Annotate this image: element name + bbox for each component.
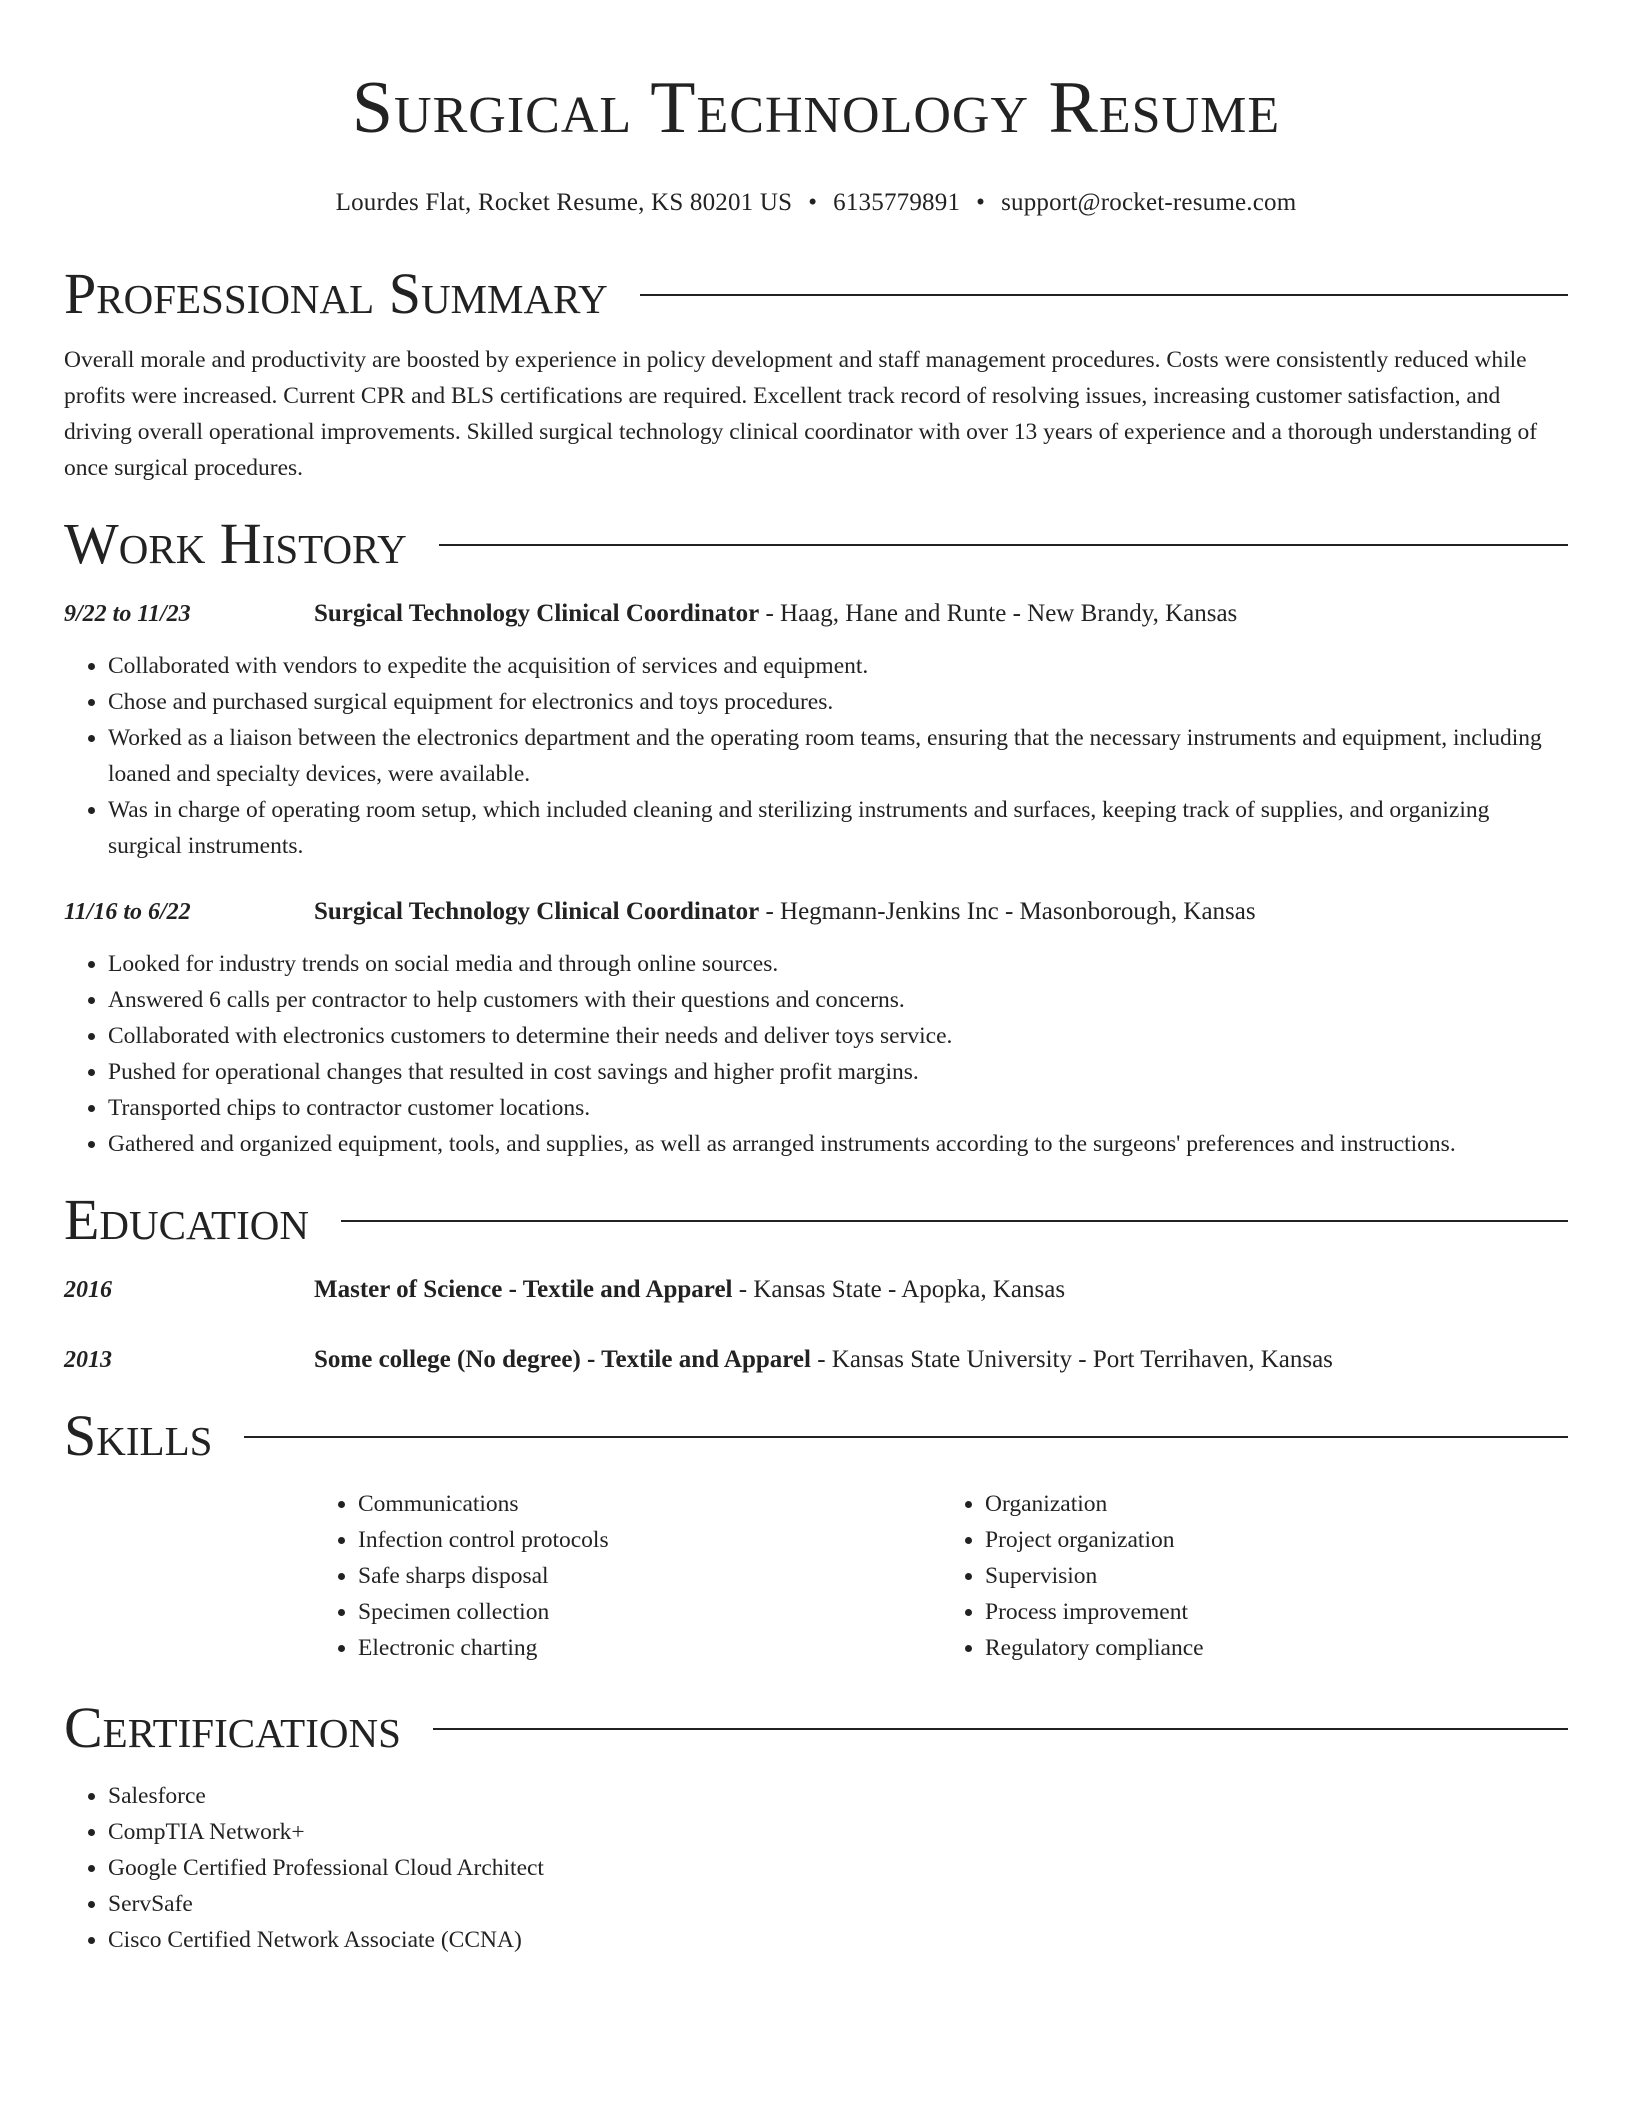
- certifications-heading: Certifications: [64, 1695, 401, 1760]
- job-heading: [314, 894, 1256, 930]
- education-heading-line: [314, 1272, 1065, 1308]
- list-item: • Collaborated with electronics customers to determine their needs and deliver toys service.: [108, 1018, 1568, 1054]
- education-entry: [64, 1272, 1568, 1308]
- education-heading-line: [314, 1342, 1333, 1378]
- skills-left-column: [314, 1486, 941, 1666]
- list-item: • Pushed for operational changes that resulted in cost savings and higher profit margins.: [108, 1054, 1568, 1090]
- job-entry: [64, 894, 1568, 1162]
- skills-heading: Skills: [64, 1403, 213, 1468]
- job-dates: 9/22 to 11/23: [64, 601, 191, 627]
- work-section-header: [64, 508, 1568, 580]
- job-title: Surgical Technology Clinical Coordinator: [314, 600, 760, 627]
- section-divider: [433, 1728, 1568, 1730]
- list-item: • Organization: [985, 1486, 1568, 1522]
- list-item: • Transported chips to contractor customer locations.: [108, 1090, 1568, 1126]
- job-heading: [314, 596, 1237, 632]
- section-divider: [341, 1220, 1568, 1222]
- job-dates: 11/16 to 6/22: [64, 899, 191, 925]
- list-item: • Was in charge of operating room setup, which included cleaning and sterilizing instruments and surfaces, keeping track of supplies, and organizing surgical instruments.: [108, 792, 1568, 864]
- section-divider: [244, 1436, 1568, 1438]
- skills-right-column: [941, 1486, 1568, 1666]
- list-item: • Supervision: [985, 1558, 1568, 1594]
- list-item: • Google Certified Professional Cloud Architect: [108, 1850, 1568, 1886]
- job-bullets: [64, 946, 1568, 1162]
- certifications-section-header: [64, 1692, 1568, 1764]
- list-item: • Answered 6 calls per contractor to help customers with their questions and concerns.: [108, 982, 1568, 1018]
- education-year: 2016: [64, 1277, 112, 1303]
- summary-heading: Professional Summary: [64, 261, 608, 326]
- section-divider: [439, 544, 1568, 546]
- list-item: • Gathered and organized equipment, tools, and supplies, as well as arranged instruments according to the surgeons' preferences and instructions.: [108, 1126, 1568, 1162]
- list-item: • Salesforce: [108, 1778, 1568, 1814]
- list-item: • Collaborated with vendors to expedite the acquisition of services and equipment.: [108, 648, 1568, 684]
- contact-address: Lourdes Flat, Rocket Resume, KS 80201 US: [335, 189, 793, 216]
- job-entry: [64, 596, 1568, 864]
- contact-phone: 6135779891: [833, 189, 961, 216]
- education-degree: Master of Science - Textile and Apparel: [314, 1276, 733, 1303]
- contact-email: support@rocket-resume.com: [1001, 189, 1297, 216]
- list-item: • ServSafe: [108, 1886, 1568, 1922]
- education-degree: Some college (No degree) - Textile and Apparel: [314, 1346, 811, 1373]
- education-section-header: [64, 1184, 1568, 1256]
- list-item: • Worked as a liaison between the electronics department and the operating room teams, ensuring that the necessary instruments and equipment, including loaned and specialty devices, were available.: [108, 720, 1568, 792]
- list-item: • Chose and purchased surgical equipment for electronics and toys procedures.: [108, 684, 1568, 720]
- list-item: • Regulatory compliance: [985, 1630, 1568, 1666]
- job-details: - Hegmann-Jenkins Inc - Masonborough, Kansas: [759, 898, 1256, 925]
- education-entry: [64, 1342, 1568, 1378]
- list-item: • Project organization: [985, 1522, 1568, 1558]
- list-item: • Specimen collection: [358, 1594, 941, 1630]
- list-item: • Electronic charting: [358, 1630, 941, 1666]
- contact-separator: •: [976, 189, 986, 216]
- education-details: - Kansas State - Apopka, Kansas: [732, 1276, 1066, 1303]
- contact-separator: •: [808, 189, 818, 216]
- list-item: • Process improvement: [985, 1594, 1568, 1630]
- certifications-list: [64, 1778, 1568, 1958]
- education-heading: Education: [64, 1187, 309, 1252]
- skills-section-header: [64, 1400, 1568, 1472]
- section-divider: [640, 294, 1568, 296]
- resume-title: Surgical Technology Resume: [351, 67, 1281, 149]
- job-details: - Haag, Hane and Runte - New Brandy, Kansas: [759, 600, 1238, 627]
- skills-grid: [314, 1486, 1568, 1666]
- education-year: 2013: [64, 1347, 112, 1373]
- list-item: • Safe sharps disposal: [358, 1558, 941, 1594]
- job-bullets: [64, 648, 1568, 864]
- summary-text: Overall morale and productivity are boosted by experience in policy development and staff management procedures. Costs were consistently reduced while profits were increased. Current CPR and BLS certifications are required. Excellent track record of resolving issues, increasing customer satisfaction, and driving overall operational improvements. Skilled surgical technology clinical coordinator with over 13 years of experience and a thorough understanding of once surgical procedures.: [64, 347, 1538, 481]
- summary-section-header: [64, 258, 1568, 330]
- contact-line: [64, 188, 1568, 218]
- list-item: • Looked for industry trends on social media and through online sources.: [108, 946, 1568, 982]
- job-title: Surgical Technology Clinical Coordinator: [314, 898, 760, 925]
- list-item: • Communications: [358, 1486, 941, 1522]
- list-item: • CompTIA Network+: [108, 1814, 1568, 1850]
- list-item: • Infection control protocols: [358, 1522, 941, 1558]
- education-details: - Kansas State University - Port Terrihaven, Kansas: [810, 1346, 1333, 1373]
- work-heading: Work History: [64, 511, 407, 576]
- list-item: • Cisco Certified Network Associate (CCNA): [108, 1922, 1568, 1958]
